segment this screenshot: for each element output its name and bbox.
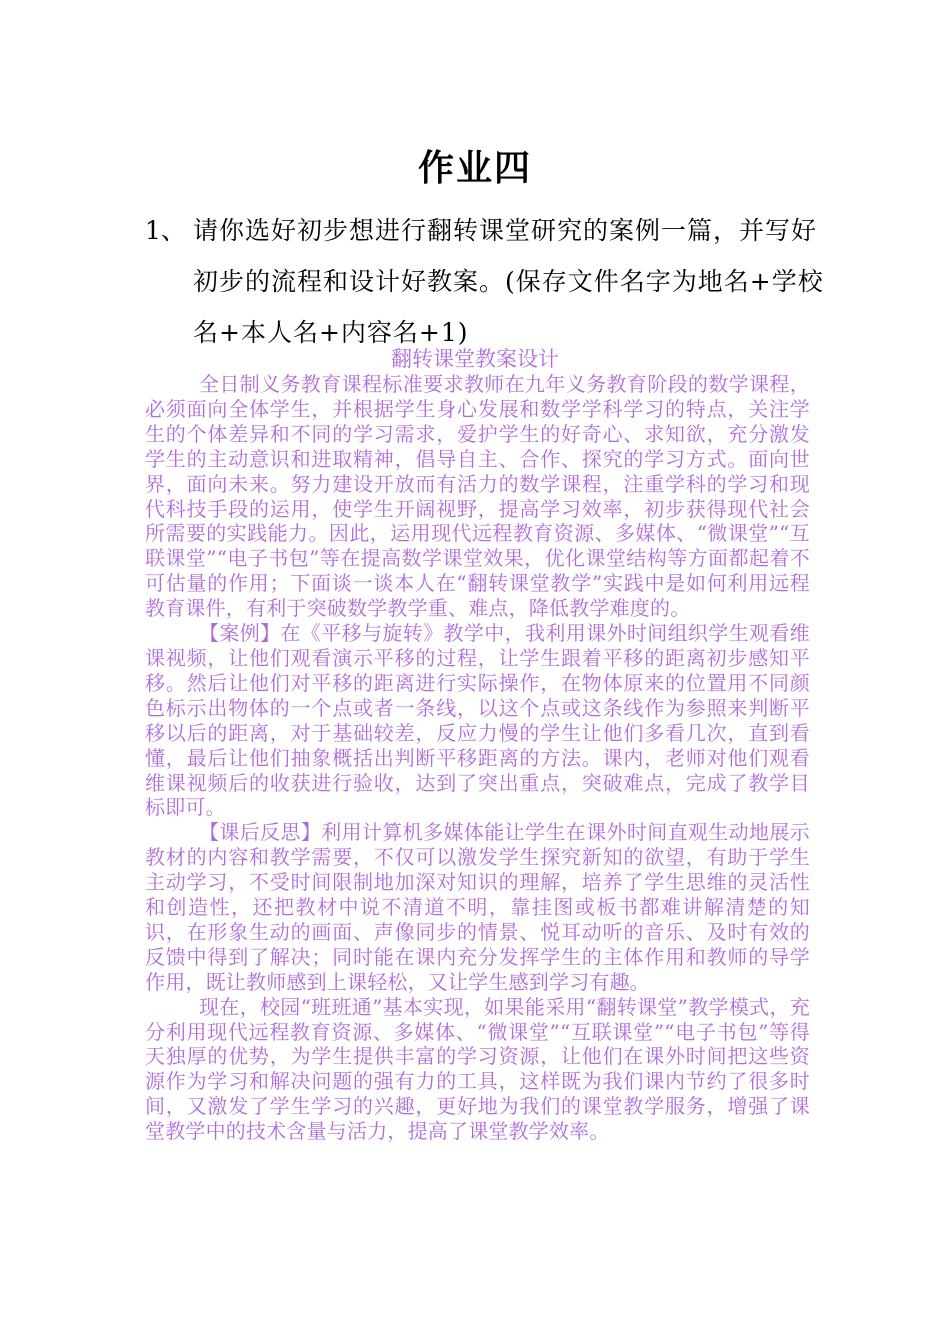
task-number: 1、 bbox=[145, 216, 186, 245]
task-text: 请你选好初步想进行翻转课堂研究的案例一篇，并写好初步的流程和设计好教案。(保存文件名字为地名+学校名+本人名+内容名+1) bbox=[193, 216, 824, 347]
lesson-plan-title: 翻转课堂教案设计 bbox=[391, 347, 559, 371]
paragraph-conclusion: 现在，校园“班班通”基本实现，如果能采用“翻转课堂”教学模式，充分利用现代远程教育资源、多媒体、“微课堂”“互联课堂”“电子书包”等得天独厚的优势，为学生提供丰富的学习资源，让他们在课外时间把这些资源作为学习和解决问题的强有力的工具，这样既为我们课内节约了很多时间，又激发了学生学习的兴趣，更好地为我们的课堂教学服务，增强了课堂教学中的技术含量与活力，提高了课堂教学效率。 bbox=[145, 994, 810, 1144]
assignment-title: 作业四 bbox=[417, 147, 532, 189]
assignment-task bbox=[145, 205, 825, 358]
paragraph-intro: 全日制义务教育课程标准要求教师在九年义务教育阶段的数学课程，必须面向全体学生，并根据学生身心发展和数学学科学习的特点，关注学生的个体差异和不同的学习需求，爱护学生的好奇心、求知欲，充分激发学生的主动意识和进取精神，倡导自主、合作、探究的学习方式。面向世界，面向未来。努力建设开放而有活力的数学课程，注重学科的学习和现代科技手段的运用，使学生开阔视野，提高学习效率，初步获得现代社会所需要的实践能力。因此，运用现代远程教育资源、多媒体、“微课堂”“互联课堂”“电子书包”等在提高数学课堂效果，优化课堂结构等方面都起着不可估量的作用；下面谈一谈本人在“翻转课堂教学”实践中是如何利用远程教育课件，有利于突破数学教学重、难点，降低教学难度的。 bbox=[145, 372, 810, 621]
paragraph-case: 【案例】在《平移与旋转》教学中，我利用课外时间组织学生观看维课视频，让他们观看演示平移的过程，让学生跟着平移的距离初步感知平移。然后让他们对平移的距离进行实际操作，在物体原来的位置用不同颜色标示出物体的一个点或者一条线，以这个点或这条线作为参照来判断平移以后的距离，对于基础较差，反应力慢的学生让他们多看几次，直到看懂，最后让他们抽象概括出判断平移距离的方法。课内，老师对他们观看维课视频后的收获进行验收，达到了突出重点，突破难点，完成了教学目标即可。 bbox=[145, 621, 810, 820]
lesson-plan-body bbox=[145, 372, 810, 1144]
paragraph-reflection: 【课后反思】利用计算机多媒体能让学生在课外时间直观生动地展示教材的内容和教学需要，不仅可以激发学生探究新知的欲望，有助于学生主动学习，不受时间限制地加深对知识的理解，培养了学生思维的灵活性和创造性，还把教材中说不清道不明，靠挂图或板书都难讲解清楚的知识，在形象生动的画面、声像同步的情景、悦耳动听的音乐、及时有效的反馈中得到了解决；同时能在课内充分发挥学生的主体作用和教师的导学作用，既让教师感到上课轻松，又让学生感到学习有趣。 bbox=[145, 820, 810, 994]
